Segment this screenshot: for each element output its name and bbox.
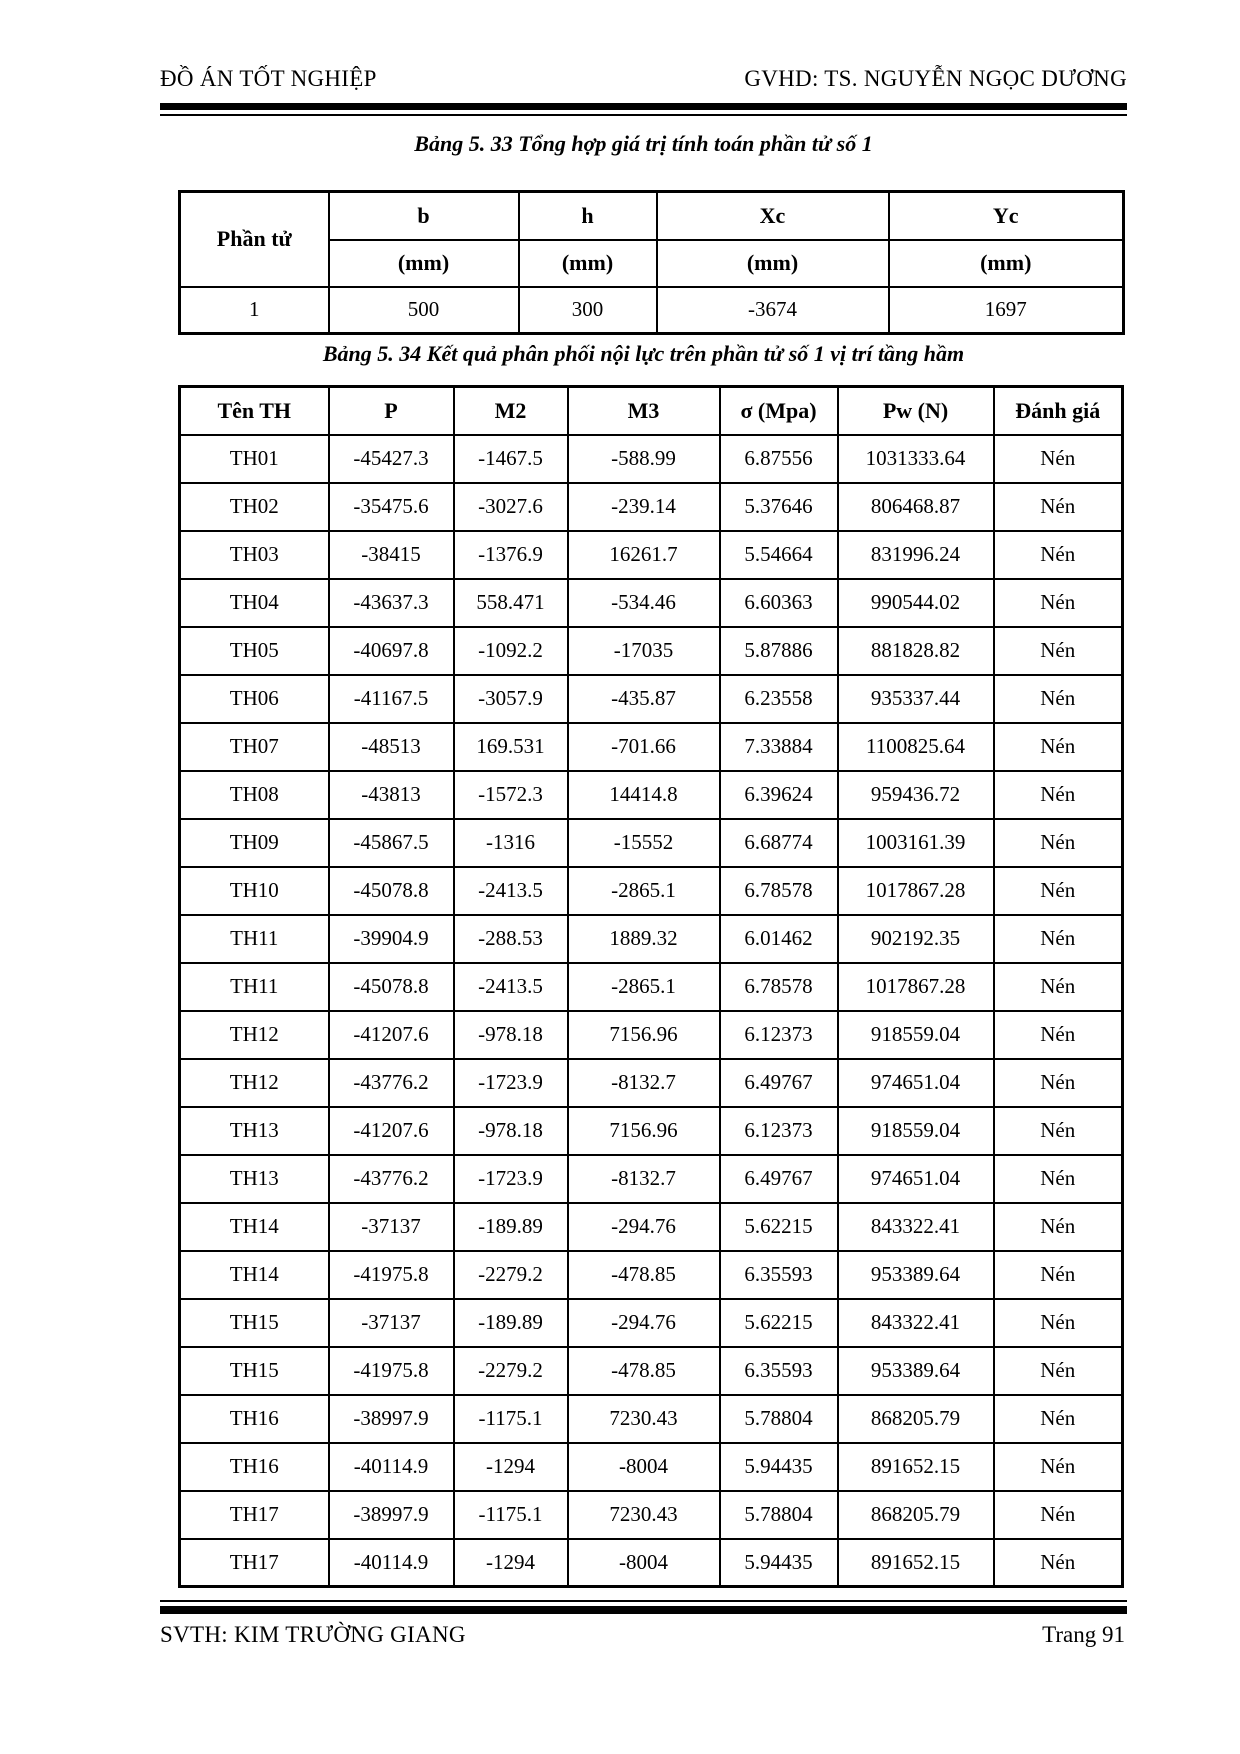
table-cell: -588.99 (568, 435, 720, 483)
table-cell: 7.33884 (720, 723, 838, 771)
table-cell: TH03 (180, 531, 329, 579)
table-cell: 868205.79 (838, 1491, 994, 1539)
table-cell: -35475.6 (329, 483, 454, 531)
table2-header-body (180, 387, 1123, 435)
table-row (180, 963, 1123, 1011)
table-cell: -43776.2 (329, 1059, 454, 1107)
table-cell: 14414.8 (568, 771, 720, 819)
table-row (180, 287, 1124, 334)
table-row (180, 1491, 1123, 1539)
table-cell: Nén (994, 1203, 1123, 1251)
table-cell: Nén (994, 1107, 1123, 1155)
table-row (180, 819, 1123, 867)
table-cell: -1723.9 (454, 1059, 568, 1107)
table-cell: 1 (180, 287, 329, 334)
table-cell: -3057.9 (454, 675, 568, 723)
col-unit-h: (mm) (519, 240, 657, 287)
table-cell: 16261.7 (568, 531, 720, 579)
table-cell: 5.94435 (720, 1539, 838, 1587)
table-cell: 6.49767 (720, 1059, 838, 1107)
table-cell: -1316 (454, 819, 568, 867)
table-cell: TH09 (180, 819, 329, 867)
table-cell: -1175.1 (454, 1491, 568, 1539)
table-cell: -978.18 (454, 1011, 568, 1059)
table-row (180, 1155, 1123, 1203)
table-row (180, 771, 1123, 819)
table-cell: 5.94435 (720, 1443, 838, 1491)
table-cell: 6.78578 (720, 963, 838, 1011)
table-cell: 1697 (889, 287, 1124, 334)
table-cell: TH05 (180, 627, 329, 675)
table-cell: -478.85 (568, 1347, 720, 1395)
table-cell: -3674 (657, 287, 889, 334)
table-cell: 6.01462 (720, 915, 838, 963)
table-cell: -40697.8 (329, 627, 454, 675)
col-header-yc: Yc (889, 192, 1124, 240)
table-cell: 6.35593 (720, 1347, 838, 1395)
table1-caption: Bảng 5. 33 Tổng hợp giá trị tính toán phần tử số 1 (414, 131, 873, 156)
table-cell: TH16 (180, 1395, 329, 1443)
table-row (180, 435, 1123, 483)
table-cell: 5.78804 (720, 1395, 838, 1443)
table-cell: 7230.43 (568, 1491, 720, 1539)
table-row (180, 1251, 1123, 1299)
table-cell: 959436.72 (838, 771, 994, 819)
table-cell: 935337.44 (838, 675, 994, 723)
table-cell: -39904.9 (329, 915, 454, 963)
table-cell: -1294 (454, 1539, 568, 1587)
table-cell: 5.87886 (720, 627, 838, 675)
footer-rule-thick (160, 1606, 1127, 1614)
table-cell: 5.62215 (720, 1299, 838, 1347)
table-cell: -189.89 (454, 1203, 568, 1251)
table-row (180, 531, 1123, 579)
table-cell: TH12 (180, 1011, 329, 1059)
table-row (180, 675, 1123, 723)
header-rule-thin (160, 114, 1127, 116)
table-cell: TH02 (180, 483, 329, 531)
table-cell: TH12 (180, 1059, 329, 1107)
table-cell: 1017867.28 (838, 963, 994, 1011)
table-cell: -1294 (454, 1443, 568, 1491)
table-cell: -8004 (568, 1443, 720, 1491)
table-row (180, 1299, 1123, 1347)
table-cell: -1572.3 (454, 771, 568, 819)
table-cell: Nén (994, 1011, 1123, 1059)
table-cell: Nén (994, 483, 1123, 531)
table-cell: 891652.15 (838, 1539, 994, 1587)
table-cell: TH17 (180, 1539, 329, 1587)
table-cell: TH11 (180, 915, 329, 963)
table-cell: Nén (994, 627, 1123, 675)
table-cell: -189.89 (454, 1299, 568, 1347)
table-cell: TH17 (180, 1491, 329, 1539)
table-cell: 6.78578 (720, 867, 838, 915)
table-row (180, 1059, 1123, 1107)
table-cell: 5.62215 (720, 1203, 838, 1251)
table-cell: 843322.41 (838, 1203, 994, 1251)
table-cell: TH11 (180, 963, 329, 1011)
table-cell: -8132.7 (568, 1059, 720, 1107)
table-cell: Nén (994, 579, 1123, 627)
col-unit-yc: (mm) (889, 240, 1124, 287)
table-cell: 6.12373 (720, 1107, 838, 1155)
table-cell: Nén (994, 435, 1123, 483)
col-header-xc: Xc (657, 192, 889, 240)
table-cell: Nén (994, 531, 1123, 579)
table-cell: 558.471 (454, 579, 568, 627)
table-cell: -1723.9 (454, 1155, 568, 1203)
table-row (180, 1539, 1123, 1587)
table-cell: TH08 (180, 771, 329, 819)
table-cell: -8004 (568, 1539, 720, 1587)
table-cell: -38997.9 (329, 1491, 454, 1539)
table-cell: 7156.96 (568, 1011, 720, 1059)
table-cell: 868205.79 (838, 1395, 994, 1443)
table-cell: -294.76 (568, 1299, 720, 1347)
table-cell: 843322.41 (838, 1299, 994, 1347)
table-cell: 918559.04 (838, 1107, 994, 1155)
table-cell: 6.35593 (720, 1251, 838, 1299)
table-cell: 5.37646 (720, 483, 838, 531)
table-cell: 6.23558 (720, 675, 838, 723)
table-cell: 300 (519, 287, 657, 334)
table-cell: -40114.9 (329, 1443, 454, 1491)
header-thesis-title: ĐỒ ÁN TỐT NGHIỆP (160, 66, 377, 91)
col-header-pw: Pw (N) (838, 387, 994, 435)
table-cell: Nén (994, 723, 1123, 771)
table-cell: 6.12373 (720, 1011, 838, 1059)
table-cell: 169.531 (454, 723, 568, 771)
table-cell: -1175.1 (454, 1395, 568, 1443)
table-cell: -2413.5 (454, 963, 568, 1011)
table-row (180, 1107, 1123, 1155)
table-cell: -40114.9 (329, 1539, 454, 1587)
table-header-row (180, 387, 1123, 435)
table-cell: -478.85 (568, 1251, 720, 1299)
table-cell: 5.78804 (720, 1491, 838, 1539)
table-cell: TH14 (180, 1203, 329, 1251)
table1-data-body (180, 287, 1124, 334)
table-cell: 831996.24 (838, 531, 994, 579)
table-cell: -534.46 (568, 579, 720, 627)
table-cell: 881828.82 (838, 627, 994, 675)
table-cell: -2865.1 (568, 867, 720, 915)
table-row (180, 483, 1123, 531)
table-cell: -41975.8 (329, 1347, 454, 1395)
table-cell: -37137 (329, 1203, 454, 1251)
table-cell: Nén (994, 771, 1123, 819)
table-cell: -2279.2 (454, 1251, 568, 1299)
table-cell: -978.18 (454, 1107, 568, 1155)
table-cell: 1889.32 (568, 915, 720, 963)
footer-rule-thin (160, 1600, 1127, 1602)
table-internal-forces (178, 385, 1124, 1588)
table-cell: 1003161.39 (838, 819, 994, 867)
table-cell: -38415 (329, 531, 454, 579)
table-cell: -701.66 (568, 723, 720, 771)
footer-student-name: SVTH: KIM TRƯỜNG GIANG (160, 1622, 466, 1647)
table-cell: 891652.15 (838, 1443, 994, 1491)
col-header-sigma: σ (Mpa) (720, 387, 838, 435)
table-cell: -2413.5 (454, 867, 568, 915)
table-cell: 974651.04 (838, 1059, 994, 1107)
table-cell: Nén (994, 915, 1123, 963)
header-advisor: GVHD: TS. NGUYỄN NGỌC DƯƠNG (744, 66, 1127, 91)
table-cell: -1376.9 (454, 531, 568, 579)
table-cell: Nén (994, 819, 1123, 867)
header-rule-thick (160, 103, 1127, 110)
table-cell: Nén (994, 675, 1123, 723)
table-cell: 500 (329, 287, 519, 334)
col-header-p: P (329, 387, 454, 435)
table-cell: -2865.1 (568, 963, 720, 1011)
table-cell: 1031333.64 (838, 435, 994, 483)
table-row (180, 1395, 1123, 1443)
table2-caption: Bảng 5. 34 Kết quả phân phối nội lực trên phần tử số 1 vị trí tầng hầm (322, 341, 965, 366)
table-cell: -1467.5 (454, 435, 568, 483)
table-row (180, 192, 1124, 240)
table-cell: 7230.43 (568, 1395, 720, 1443)
table2-data-body (180, 435, 1123, 1587)
table-cell: -45427.3 (329, 435, 454, 483)
table-cell: -43776.2 (329, 1155, 454, 1203)
table-cell: Nén (994, 963, 1123, 1011)
table-cell: 6.68774 (720, 819, 838, 867)
table-cell: 6.49767 (720, 1155, 838, 1203)
table-cell: TH07 (180, 723, 329, 771)
table-cell: -38997.9 (329, 1395, 454, 1443)
table-cell: -41167.5 (329, 675, 454, 723)
table-row (180, 723, 1123, 771)
table-row (180, 1203, 1123, 1251)
table-cell: -15552 (568, 819, 720, 867)
table-cell: -41207.6 (329, 1107, 454, 1155)
table-cell: -294.76 (568, 1203, 720, 1251)
col-header-m2: M2 (454, 387, 568, 435)
footer-page-number: Trang 91 (1042, 1622, 1125, 1647)
table-cell: Nén (994, 867, 1123, 915)
table-cell: Nén (994, 1539, 1123, 1587)
table-cell: -45078.8 (329, 963, 454, 1011)
table-cell: 1100825.64 (838, 723, 994, 771)
col-header-danh-gia: Đánh giá (994, 387, 1123, 435)
table-cell: -435.87 (568, 675, 720, 723)
table-cell: 918559.04 (838, 1011, 994, 1059)
table-cell: -2279.2 (454, 1347, 568, 1395)
table-element-geometry (178, 190, 1125, 335)
table-cell: TH14 (180, 1251, 329, 1299)
table-row (180, 579, 1123, 627)
table-cell: 953389.64 (838, 1251, 994, 1299)
table1-header-body (180, 192, 1124, 287)
table-row (180, 627, 1123, 675)
table-row (180, 915, 1123, 963)
table-cell: 6.87556 (720, 435, 838, 483)
table-row (180, 867, 1123, 915)
table-cell: TH06 (180, 675, 329, 723)
table-cell: -48513 (329, 723, 454, 771)
table-cell: -239.14 (568, 483, 720, 531)
table-cell: Nén (994, 1059, 1123, 1107)
table-cell: -1092.2 (454, 627, 568, 675)
table-cell: 5.54664 (720, 531, 838, 579)
table-cell: 953389.64 (838, 1347, 994, 1395)
table-cell: -41207.6 (329, 1011, 454, 1059)
table-cell: -45867.5 (329, 819, 454, 867)
table-cell: -37137 (329, 1299, 454, 1347)
col-unit-b: (mm) (329, 240, 519, 287)
table-cell: -3027.6 (454, 483, 568, 531)
table-cell: 902192.35 (838, 915, 994, 963)
table-cell: -8132.7 (568, 1155, 720, 1203)
table-row (180, 1011, 1123, 1059)
table-cell: TH04 (180, 579, 329, 627)
table-cell: 806468.87 (838, 483, 994, 531)
table-cell: TH16 (180, 1443, 329, 1491)
table-cell: 7156.96 (568, 1107, 720, 1155)
table-cell: Nén (994, 1443, 1123, 1491)
table-row (180, 1443, 1123, 1491)
table-cell: TH10 (180, 867, 329, 915)
table-cell: 1017867.28 (838, 867, 994, 915)
table-cell: Nén (994, 1251, 1123, 1299)
table-cell: TH15 (180, 1347, 329, 1395)
table-cell: TH01 (180, 435, 329, 483)
table-cell: Nén (994, 1155, 1123, 1203)
table-cell: 6.39624 (720, 771, 838, 819)
table-cell: -17035 (568, 627, 720, 675)
col-unit-xc: (mm) (657, 240, 889, 287)
table-cell: Nén (994, 1395, 1123, 1443)
table-cell: -43637.3 (329, 579, 454, 627)
table-cell: 6.60363 (720, 579, 838, 627)
table-cell: TH13 (180, 1155, 329, 1203)
col-header-b: b (329, 192, 519, 240)
table-cell: TH15 (180, 1299, 329, 1347)
table-cell: -288.53 (454, 915, 568, 963)
col-header-h: h (519, 192, 657, 240)
table-cell: Nén (994, 1299, 1123, 1347)
table-cell: -45078.8 (329, 867, 454, 915)
table-cell: -43813 (329, 771, 454, 819)
table-cell: Nén (994, 1347, 1123, 1395)
table-cell: Nén (994, 1491, 1123, 1539)
table-row (180, 1347, 1123, 1395)
table-cell: 990544.02 (838, 579, 994, 627)
table-cell: -41975.8 (329, 1251, 454, 1299)
col-header-ten-th: Tên TH (180, 387, 329, 435)
table-cell: 974651.04 (838, 1155, 994, 1203)
col-header-m3: M3 (568, 387, 720, 435)
table1-corner-header: Phần tử (180, 192, 329, 287)
table-cell: TH13 (180, 1107, 329, 1155)
